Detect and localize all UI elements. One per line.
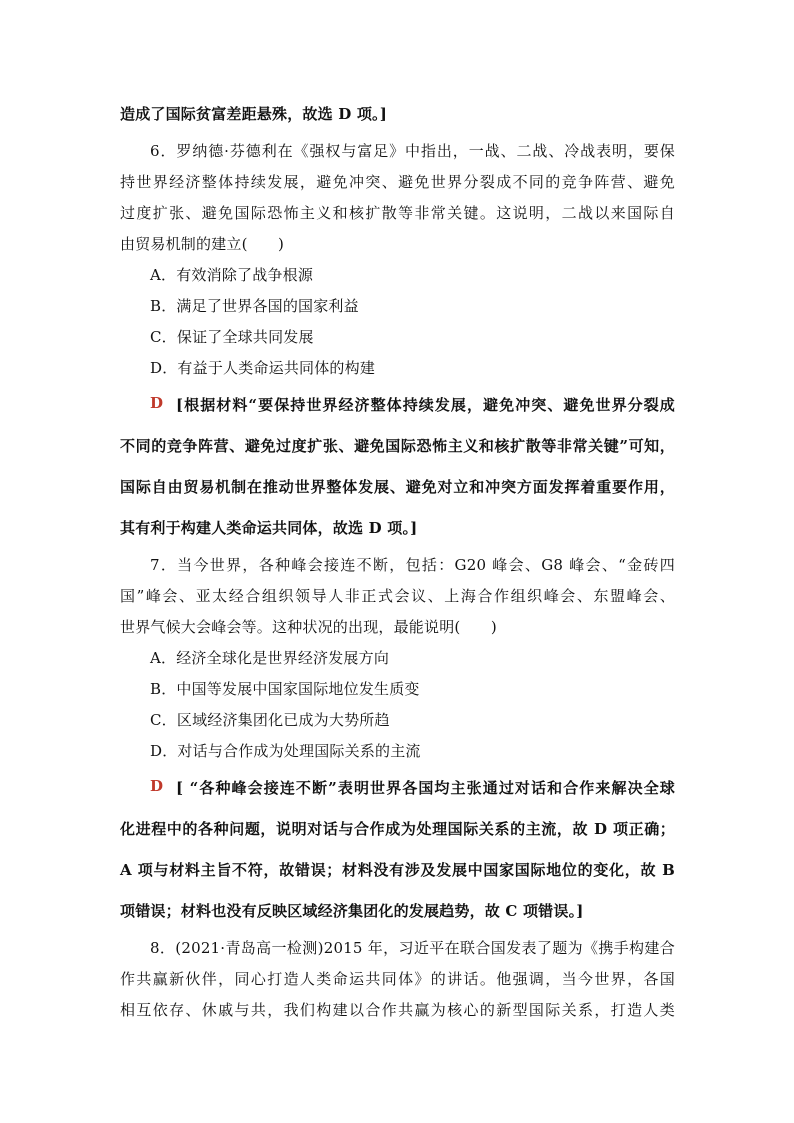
q6-analysis-line: 不同的竞争阵营、避免过度扩张、避免国际恐怖主义和核扩散等非常关键”可知，: [120, 437, 675, 455]
q7-analysis-line: A 项与材料主旨不符，故错误；材料没有涉及发展中国家国际地位的变化，故 B: [120, 861, 675, 879]
q7-stem-line: 世界气候大会峰会等。这种状况的出现，最能说明( ): [120, 618, 497, 636]
q6-analysis-line: 国际自由贸易机制在推动世界整体发展、避免对立和冲突方面发挥着重要作用，: [120, 478, 675, 496]
q8-stem-line: 作共赢新伙伴，同心打造人类命运共同体》的讲话。他强调，当今世界，各国: [120, 970, 675, 988]
prev-analysis-line: 造成了国际贫富差距悬殊，故选 D 项。]: [120, 105, 388, 123]
q6-stem-line: 过度扩张、避免国际恐怖主义和核扩散等非常关键。这说明，二战以来国际自: [120, 204, 675, 222]
q6-option-b: B．满足了世界各国的国家利益: [150, 297, 359, 315]
q7-analysis-line: [ “各种峰会接连不断”表明世界各国均主张通过对话和合作来解决全球: [176, 779, 675, 797]
q6-analysis-line: 其有利于构建人类命运共同体，故选 D 项。]: [120, 519, 418, 537]
q6-option-d: D．有益于人类命运共同体的构建: [150, 359, 376, 377]
answer-letter: D: [150, 394, 164, 412]
answer-letter: D: [150, 777, 164, 795]
q7-option-c: C．区域经济集团化已成为大势所趋: [150, 711, 390, 729]
q7-analysis-line: 化进程中的各种问题，说明对话与合作成为处理国际关系的主流，故 D 项正确；: [120, 820, 675, 838]
q7-stem-line: 7．当今世界，各种峰会接连不断，包括：G20 峰会、G8 峰会、“金砖四: [150, 556, 675, 574]
q6-answer-letter: [150, 394, 163, 412]
q6-option-c: C．保证了全球共同发展: [150, 328, 314, 346]
q6-option-a: A．有效消除了战争根源: [150, 266, 314, 284]
q6-stem-line: 6．罗纳德·芬德利在《强权与富足》中指出，一战、二战、冷战表明，要保: [150, 142, 675, 160]
q7-analysis-line: 项错误；材料也没有反映区域经济集团化的发展趋势，故 C 项错误。]: [120, 902, 584, 920]
q7-stem-line: 国”峰会、亚太经合组织领导人非正式会议、上海合作组织峰会、东盟峰会、: [120, 587, 675, 605]
q6-stem-line: 由贸易机制的建立( ): [120, 235, 285, 253]
q7-answer-letter: [150, 777, 163, 795]
q7-option-d: D．对话与合作成为处理国际关系的主流: [150, 742, 421, 760]
q6-analysis-line: [根据材料“要保持世界经济整体持续发展，避免冲突、避免世界分裂成: [176, 396, 675, 414]
q7-option-a: A．经济全球化是世界经济发展方向: [150, 649, 390, 667]
q8-stem-line: 8．(2021·青岛高一检测)2015 年，习近平在联合国发表了题为《携手构建合: [150, 939, 675, 957]
q7-option-b: B．中国等发展中国家国际地位发生质变: [150, 680, 420, 698]
q6-stem-line: 持世界经济整体持续发展，避免冲突、避免世界分裂成不同的竞争阵营、避免: [120, 173, 675, 191]
q8-stem-line: 相互依存、休戚与共，我们构建以合作共赢为核心的新型国际关系，打造人类: [120, 1001, 675, 1019]
